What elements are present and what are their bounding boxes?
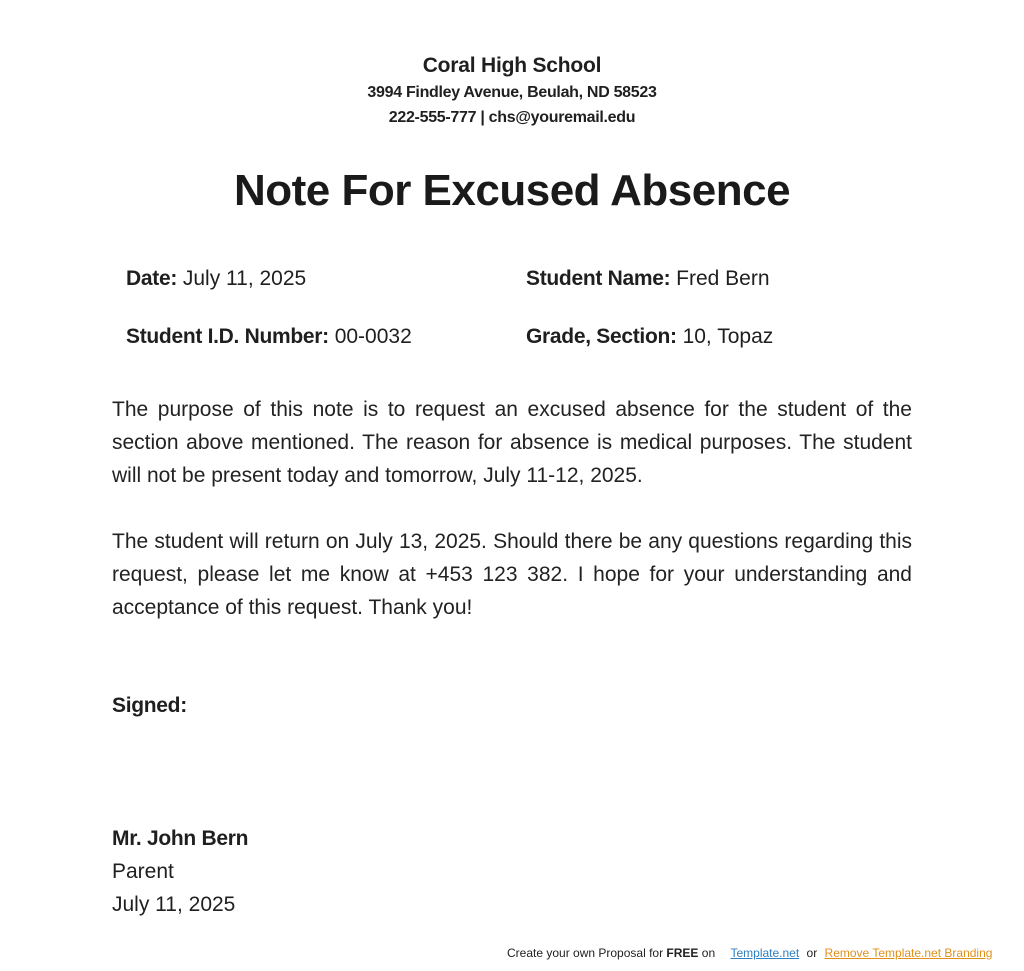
- student-id-label: Student I.D. Number:: [126, 325, 329, 348]
- signature-block: [112, 822, 248, 921]
- footer-or: or: [806, 946, 818, 960]
- date-field: [126, 264, 306, 294]
- template-net-link[interactable]: Template.net: [730, 946, 800, 960]
- grade-section-field: [526, 322, 773, 352]
- branding-footer: [507, 944, 992, 962]
- signer-role: Parent: [112, 860, 174, 883]
- body-paragraph-1: The purpose of this note is to request an excused absence for the student of the section above mentioned. The reason for absence is medical purposes. The student will not be present today and tomorrow, July 11-12, 2025.: [112, 398, 912, 487]
- letterhead: [0, 52, 1024, 130]
- student-name-field: [526, 264, 770, 294]
- school-contact: 222-555-777 | chs@youremail.edu: [388, 109, 636, 126]
- date-label: Date:: [126, 267, 178, 290]
- student-id-field: [126, 322, 412, 352]
- student-id-value: 00-0032: [334, 325, 412, 348]
- footer-prefix: Create your own Proposal for: [507, 946, 667, 960]
- signed-label: Signed:: [112, 694, 187, 717]
- remove-branding-link[interactable]: Remove Template.net Branding: [824, 946, 993, 960]
- date-value: July 11, 2025: [182, 267, 307, 290]
- footer-free: FREE: [666, 946, 699, 960]
- signature-date: July 11, 2025: [112, 893, 236, 916]
- student-name-label: Student Name:: [526, 267, 671, 290]
- document-title: Note For Excused Absence: [233, 166, 791, 215]
- signer-name: Mr. John Bern: [112, 827, 249, 850]
- grade-section-label: Grade, Section:: [526, 325, 677, 348]
- body-paragraph-2: The student will return on July 13, 2025. Should there be any questions regarding this request, please let me know at +453 123 382. I hope for your understanding and acceptance of this request. Thank you!: [112, 530, 912, 619]
- school-name: Coral High School: [422, 54, 602, 77]
- school-address: 3994 Findley Avenue, Beulah, ND 58523: [367, 84, 657, 101]
- grade-section-value: 10, Topaz: [682, 325, 774, 348]
- footer-on: on: [698, 946, 716, 960]
- student-name-value: Fred Bern: [676, 267, 770, 290]
